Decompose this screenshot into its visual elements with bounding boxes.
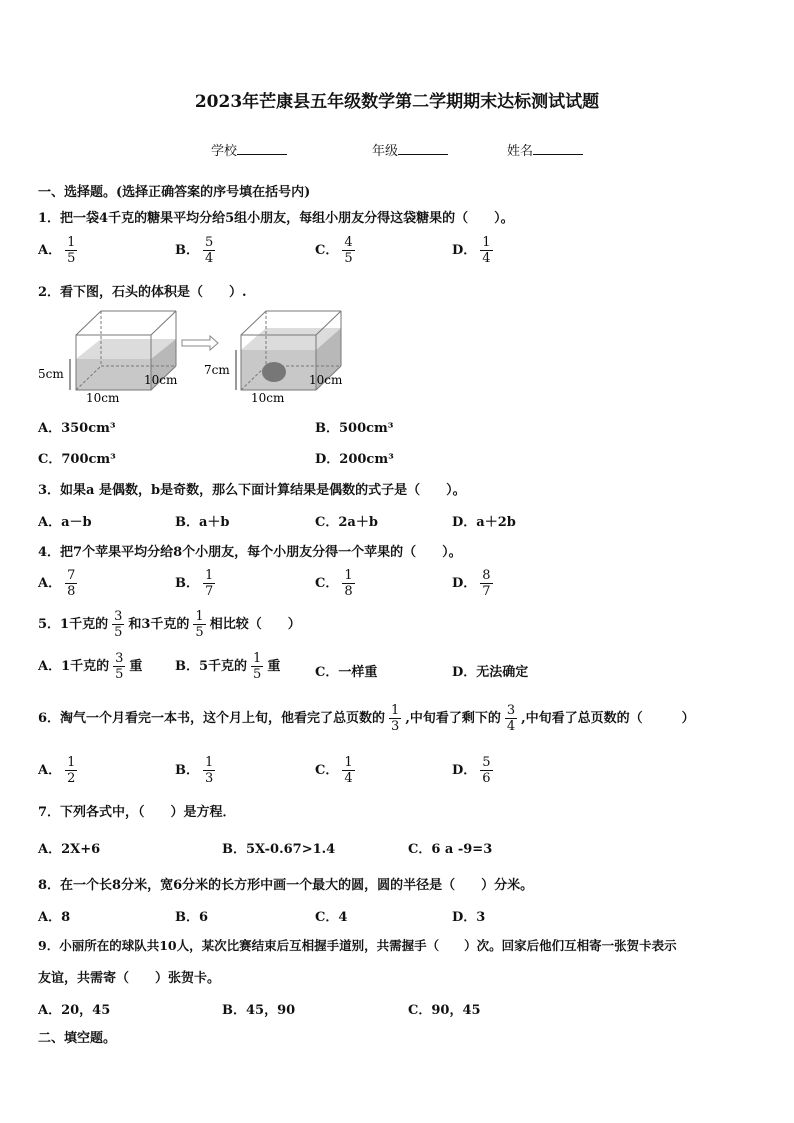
q6-option-d[interactable]: D． $\frac{5}{6}$ (452, 755, 491, 786)
q9-option-b[interactable]: B．45，90 (222, 1003, 296, 1018)
question-7-text: 7．下列各式中，（ ）是方程． (38, 805, 236, 820)
q9-option-a[interactable]: A．20，45 (38, 1003, 111, 1018)
question-9-text-line1: 9．小丽所在的球队共10人，某次比赛结束后互相握手道别，共需握手（ ）次。回家后他们互相寄一张贺卡表示 (38, 938, 677, 953)
q4-option-a[interactable]: A． $\frac{7}{8}$ (38, 568, 76, 599)
q6-option-c[interactable]: C． $\frac{1}{4}$ (315, 755, 353, 786)
section-2-heading: 二、填空题。 (38, 1031, 117, 1046)
q8-option-a[interactable]: A．8 (38, 910, 71, 925)
question-1-text: 1．把一袋4千克的糖果平均分给5组小朋友，每组小朋友分得这袋糖果的（ ）。 (38, 211, 514, 226)
stone-shape (262, 362, 286, 382)
fig-right-height-label: 7cm (204, 363, 230, 377)
q5-option-a[interactable]: A．1千克的 $\frac{3}{5}$ 重 (38, 651, 143, 682)
question-5-text: 5．1千克的 $\frac{3}{5}$ 和3千克的 $\frac{1}{5}$ 相比较（ ） (38, 609, 301, 640)
q1-option-a[interactable]: A． $\frac{1}{5}$ (38, 235, 76, 266)
school-label: 学校 (211, 144, 238, 159)
q5-option-d[interactable]: D．无法确定 (452, 665, 529, 680)
question-9-text-line2: 友谊，共需寄（ ）张贺卡。 (38, 971, 221, 986)
q6-option-b[interactable]: B． $\frac{1}{3}$ (175, 755, 214, 786)
question-2-text: 2．看下图，石头的体积是（ ）. (38, 285, 247, 300)
fig-left-width-label: 10cm (86, 391, 120, 404)
q2-option-c[interactable]: C．700cm³ (38, 452, 116, 467)
page-title: 2023年芒康县五年级数学第二学期期末达标测试试题 (194, 92, 600, 112)
q4-option-d[interactable]: D． $\frac{8}{7}$ (452, 568, 491, 599)
question-3-text: 3．如果a 是偶数，b是奇数，那么下面计算结果是偶数的式子是（ ）。 (38, 483, 466, 498)
q3-option-b[interactable]: B．a＋b (175, 515, 230, 530)
section-1-heading: 一、选择题。(选择正确答案的序号填在括号内) (38, 185, 311, 200)
name-field[interactable] (507, 140, 583, 159)
q5-option-c[interactable]: C．一样重 (315, 665, 378, 680)
q2-cube-figure (36, 304, 356, 404)
grade-field[interactable] (372, 140, 448, 159)
q8-option-c[interactable]: C．4 (315, 910, 348, 925)
q8-option-d[interactable]: D．3 (452, 910, 486, 925)
q5-option-b[interactable]: B．5千克的 $\frac{1}{5}$ 重 (175, 651, 281, 682)
fig-left-depth-label: 10cm (144, 373, 178, 387)
q3-option-c[interactable]: C．2a＋b (315, 515, 378, 530)
q7-option-c[interactable]: C．6 a -9=3 (408, 842, 493, 857)
q6-option-a[interactable]: A． $\frac{1}{2}$ (38, 755, 76, 786)
q1-option-c[interactable]: C． $\frac{4}{5}$ (315, 235, 353, 266)
arrow-icon (182, 336, 218, 350)
q7-option-b[interactable]: B．5X-0.67>1.4 (222, 842, 336, 857)
fig-right-depth-label: 10cm (309, 373, 343, 387)
q1-option-d[interactable]: D． $\frac{1}{4}$ (452, 235, 491, 266)
fig-right-width-label: 10cm (251, 391, 285, 404)
q3-option-a[interactable]: A．a－b (38, 515, 92, 530)
q2-option-a[interactable]: A．350cm³ (38, 421, 116, 436)
grade-label: 年级 (372, 144, 399, 159)
q2-option-b[interactable]: B．500cm³ (315, 421, 394, 436)
school-field[interactable] (211, 140, 287, 159)
name-label: 姓名 (507, 144, 534, 159)
q9-option-c[interactable]: C．90，45 (408, 1003, 481, 1018)
question-8-text: 8．在一个长8分米，宽6分米的长方形中画一个最大的圆，圆的半径是（ ）分米。 (38, 878, 534, 893)
question-6-text: 6．淘气一个月看完一本书，这个月上旬，他看完了总页数的 $\frac{1}{3}$ ,中旬看了剩下的 $\frac{3}{4}$ ,中旬看了总页数的（ ） (38, 703, 695, 734)
q3-option-d[interactable]: D．a＋2b (452, 515, 516, 530)
q4-option-c[interactable]: C． $\frac{1}{8}$ (315, 568, 353, 599)
q7-option-a[interactable]: A．2X+6 (38, 842, 101, 857)
q4-option-b[interactable]: B． $\frac{1}{7}$ (175, 568, 214, 599)
q8-option-b[interactable]: B．6 (175, 910, 209, 925)
q2-option-d[interactable]: D．200cm³ (315, 452, 394, 467)
fig-left-height-label: 5cm (38, 367, 64, 381)
question-4-text: 4．把7个苹果平均分给8个小朋友，每个小朋友分得一个苹果的（ ）。 (38, 545, 462, 560)
q1-option-b[interactable]: B． $\frac{5}{4}$ (175, 235, 214, 266)
